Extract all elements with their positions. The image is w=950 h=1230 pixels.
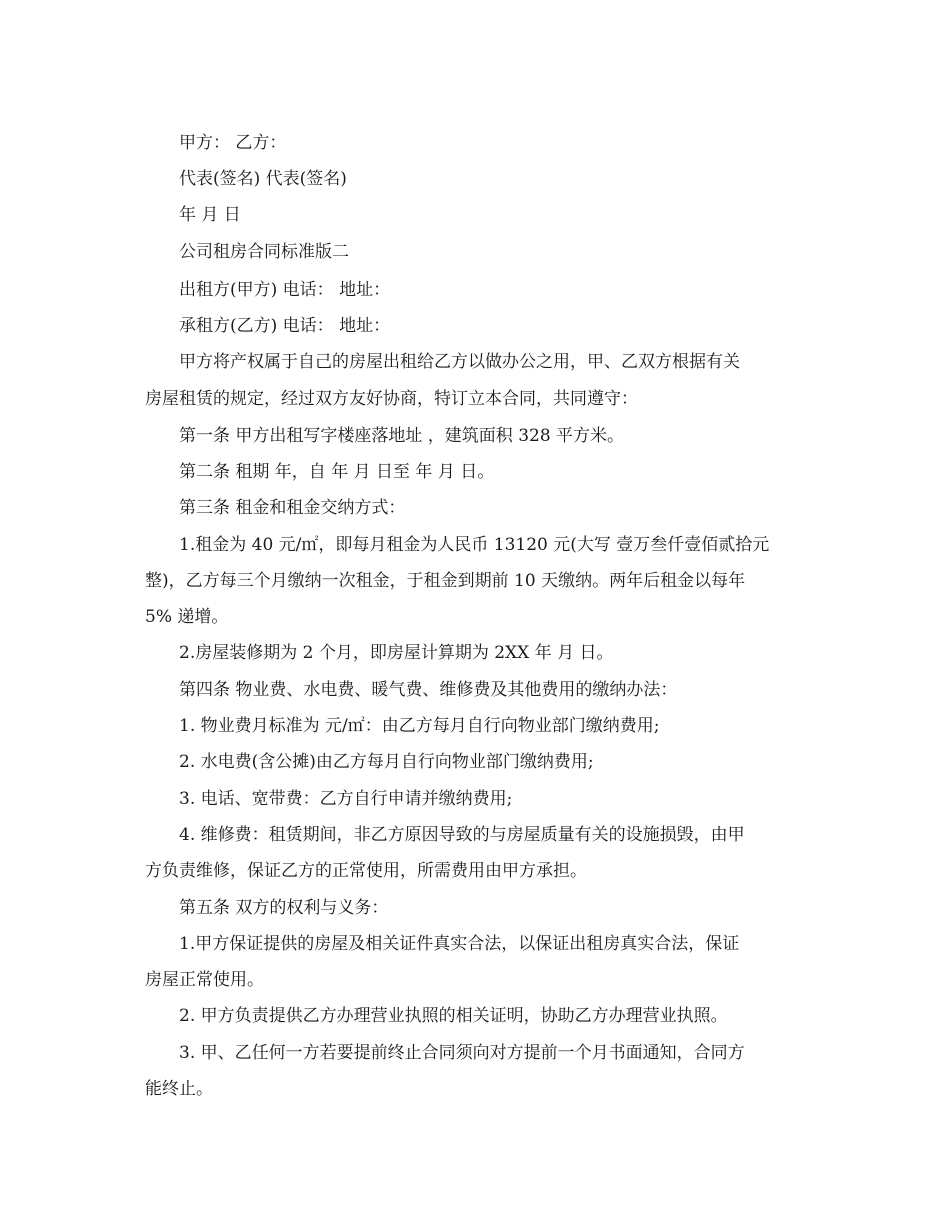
article-5-item-2: 2. 甲方负责提供乙方办理营业执照的相关证明，协助乙方办理营业执照。 <box>179 1006 728 1026</box>
signature-representatives-line: 代表(签名) 代表(签名) <box>179 169 347 189</box>
article-4-item-1: 1. 物业费月标准为 元/㎡：由乙方每月自行向物业部门缴纳费用; <box>179 716 660 736</box>
article-3-item-1-line-3: 5% 递增。 <box>145 607 229 627</box>
contract-title: 公司租房合同标准版二 <box>179 242 349 262</box>
date-line: 年 月 日 <box>179 205 241 225</box>
article-1: 第一条 甲方出租写字楼座落地址 ，建筑面积 328 平方米。 <box>179 426 625 446</box>
article-4-item-3: 3. 电话、宽带费：乙方自行申请并缴纳费用; <box>179 789 513 809</box>
article-5-item-1-line-2: 房屋正常使用。 <box>145 970 264 990</box>
article-5-heading: 第五条 双方的权利与义务： <box>179 898 389 918</box>
article-4-heading: 第四条 物业费、水电费、暖气费、维修费及其他费用的缴纳办法： <box>179 680 678 700</box>
preamble-line-2: 房屋租赁的规定，经过双方友好协商，特订立本合同，共同遵守： <box>145 389 638 409</box>
article-4-item-2: 2. 水电费(含公摊)由乙方每月自行向物业部门缴纳费用; <box>179 752 594 772</box>
signature-parties-line: 甲方： 乙方： <box>179 133 287 153</box>
lessee-line: 承租方(乙方) 电话： 地址： <box>179 316 391 336</box>
article-4-item-4-line-2: 方负责维修，保证乙方的正常使用，所需费用由甲方承担。 <box>145 861 587 881</box>
article-2: 第二条 租期 年，自 年 月 日至 年 月 日。 <box>179 462 495 482</box>
article-5-item-1-line-1: 1.甲方保证提供的房屋及相关证件真实合法，以保证出租房真实合法，保证 <box>179 934 740 954</box>
article-3-item-1-line-2: 整)，乙方每三个月缴纳一次租金，于租金到期前 10 天缴纳。两年后租金以每年 <box>145 571 746 591</box>
article-3-item-2: 2.房屋装修期为 2 个月，即房屋计算期为 2XX 年 月 日。 <box>179 643 614 663</box>
lessor-line: 出租方(甲方) 电话： 地址： <box>179 280 391 300</box>
article-5-item-3-line-2: 能终止。 <box>145 1079 213 1099</box>
article-3-item-1-line-1: 1.租金为 40 元/㎡，即每月租金为人民币 13120 元(大写 壹万叁仟壹佰贰拾元 <box>179 535 770 555</box>
preamble-line-1: 甲方将产权属于自己的房屋出租给乙方以做办公之用，甲、乙双方根据有关 <box>179 352 740 372</box>
article-4-item-4-line-1: 4. 维修费：租赁期间，非乙方原因导致的与房屋质量有关的设施损毁，由甲 <box>179 825 745 845</box>
article-3-heading: 第三条 租金和租金交纳方式： <box>179 498 406 518</box>
article-5-item-3-line-1: 3. 甲、乙任何一方若要提前终止合同须向对方提前一个月书面通知，合同方 <box>179 1043 745 1063</box>
